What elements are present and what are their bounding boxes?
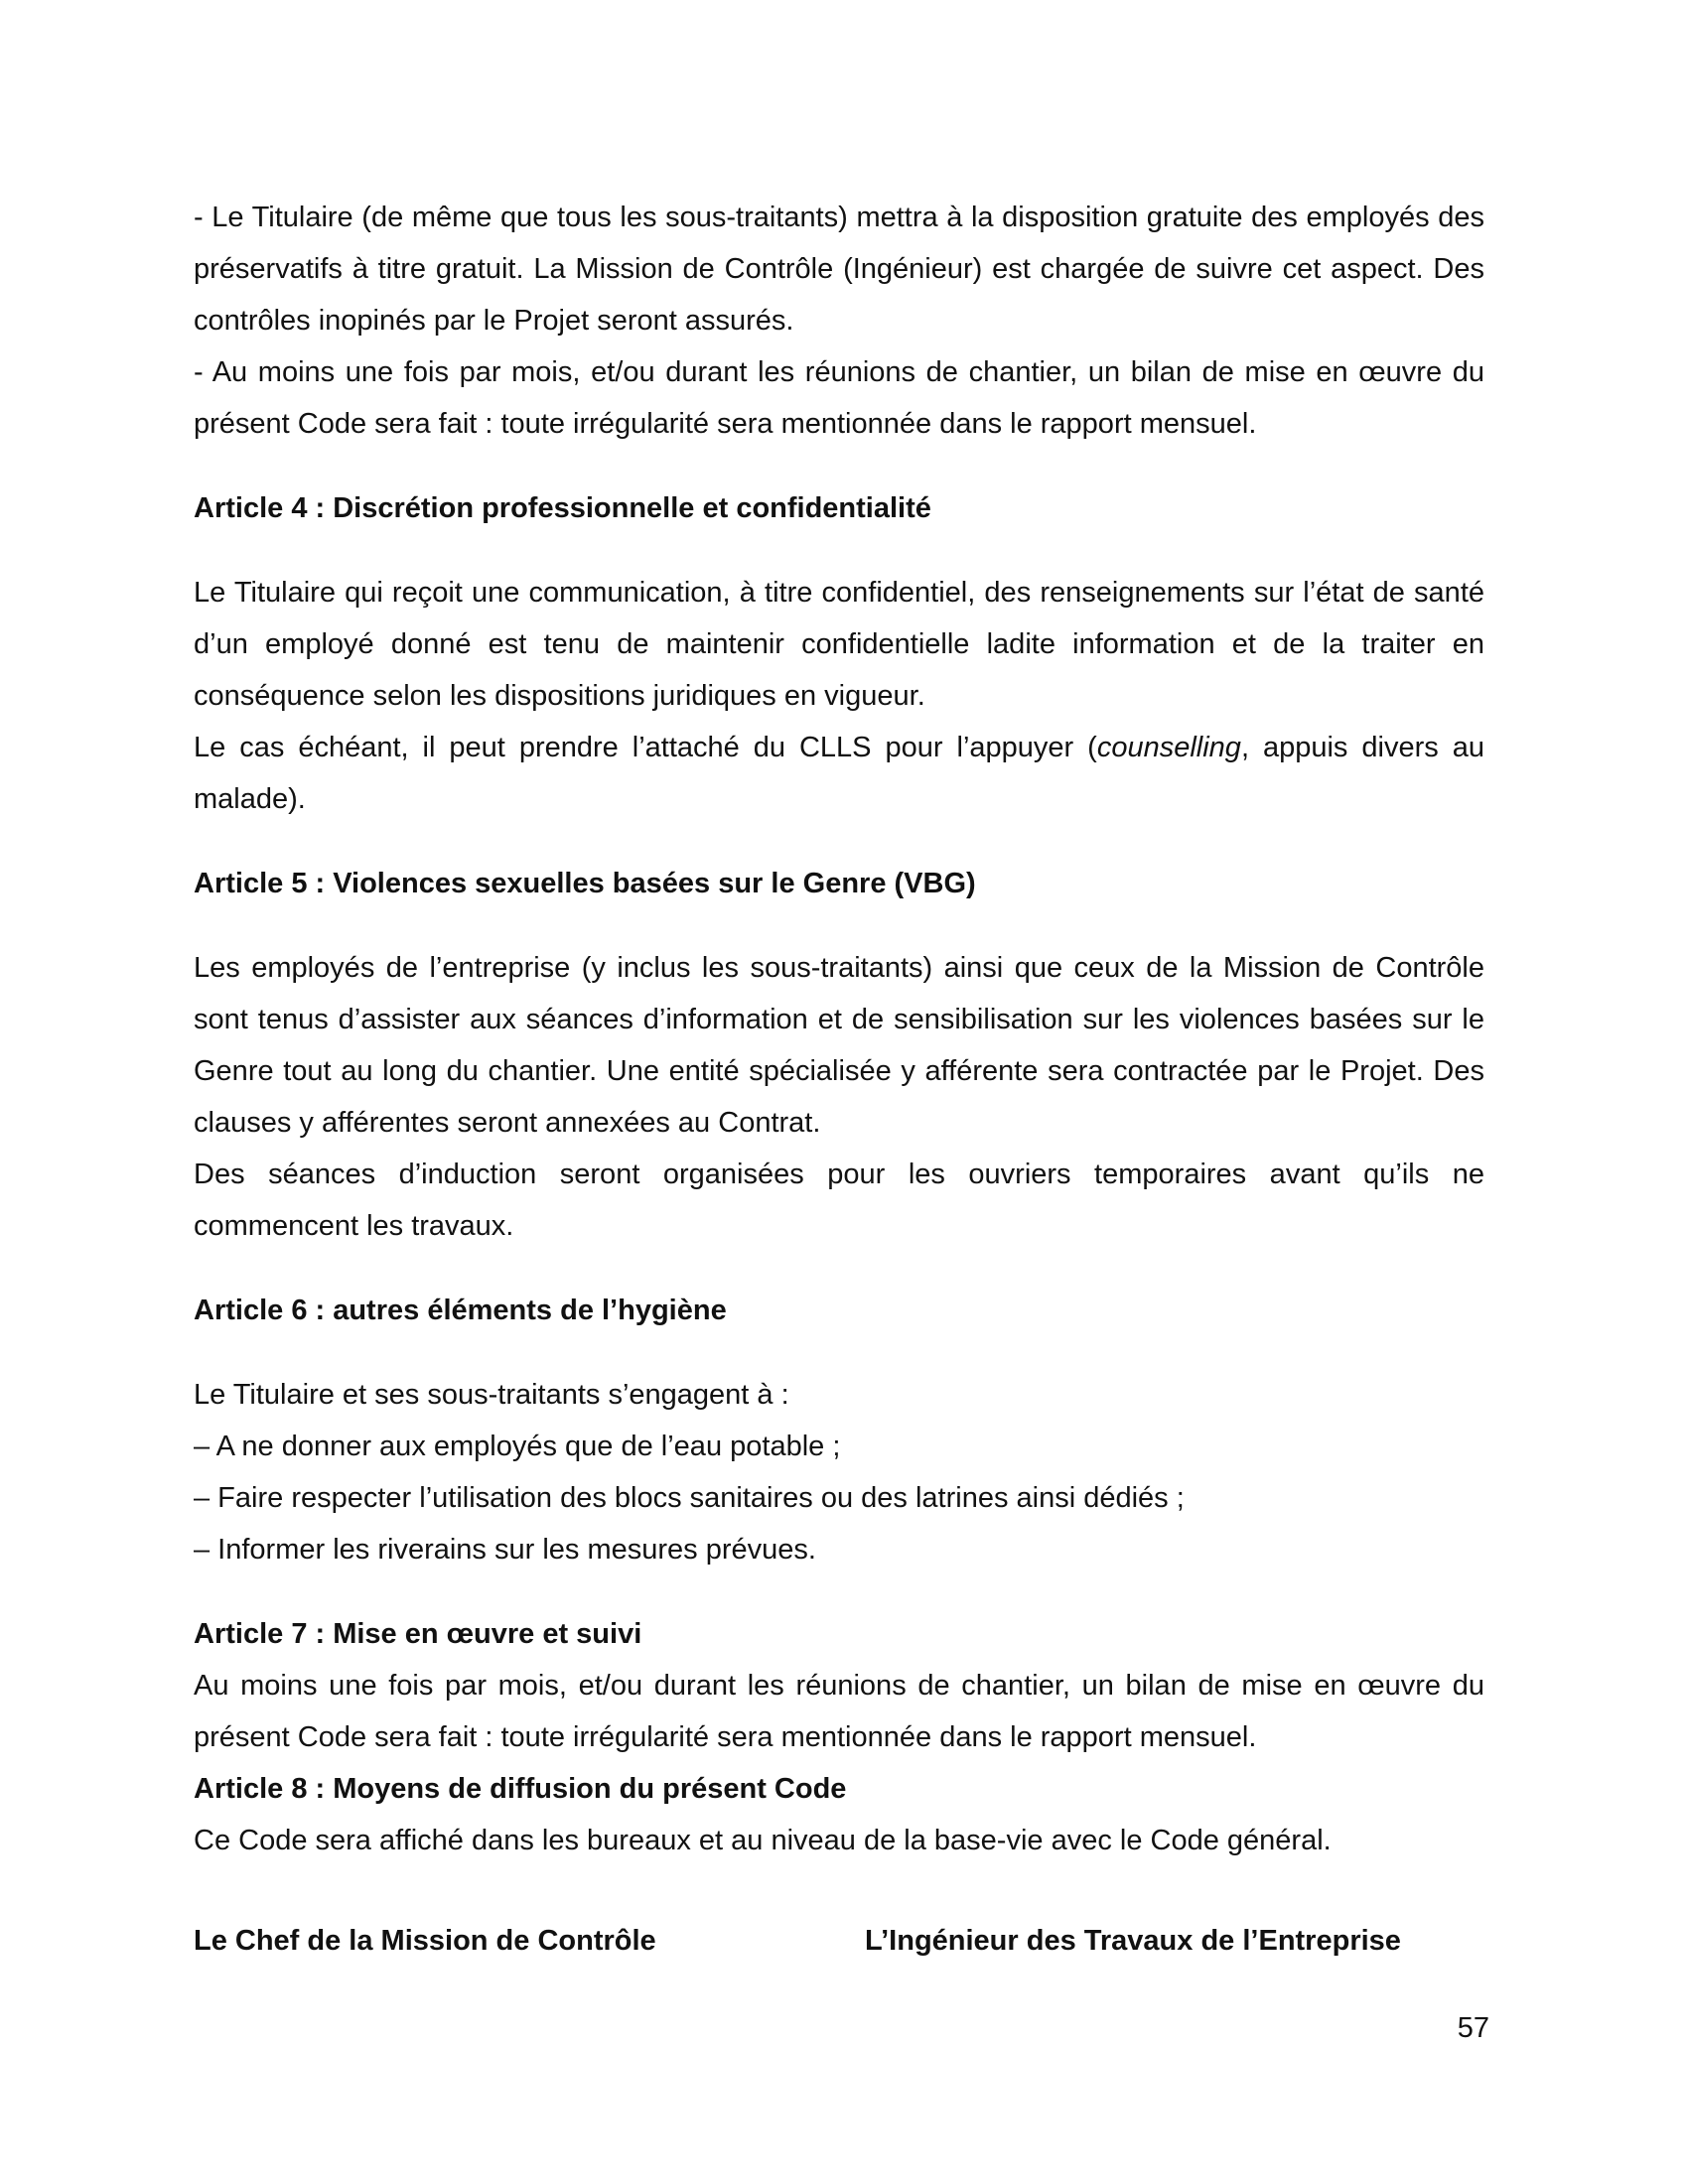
article-6-intro: Le Titulaire et ses sous-traitants s’engagent à : [194,1379,789,1411]
intro-paragraph-1: - Le Titulaire (de même que tous les sous-traitants) mettra à la disposition gratuite des employés des préservatifs à titre gratuit. La Mission de Contrôle (Ingénieur) est chargée de suivre cet aspect. Des contrôles inopinés par le Projet seront assurés. [194,202,1484,337]
document-page [194,192,1484,1866]
article-6-list-item: – Faire respecter l’utilisation des blocs sanitaires ou des latrines ainsi dédiés ; [194,1482,1185,1514]
article-7-paragraph: Au moins une fois par mois, et/ou durant les réunions de chantier, un bilan de mise en œuvre du présent Code sera fait : toute irrégularité sera mentionnée dans le rapport mensuel. [194,1670,1484,1753]
works-engineer-signature-label: L’Ingénieur des Travaux de l’Entreprise [865,1925,1401,1957]
article-4-paragraph-2-start: Le cas échéant, il peut prendre l’attaché du CLLS pour l’appuyer ( [194,732,1097,763]
mission-chief-signature-label: Le Chef de la Mission de Contrôle [194,1925,656,1957]
spacer [194,1575,1484,1608]
signature-block [194,1915,1484,1967]
article-5-paragraph-1: Les employés de l’entreprise (y inclus les sous-traitants) ainsi que ceux de la Mission de Contrôle sont tenus d’assister aux séances d’information et de sensibilisation sur les violences basées sur le Genre tout au long du chantier. Une entité spécialisée y afférente sera contractée par le Projet. Des clauses y afférentes seront annexées au Contrat. [194,952,1484,1139]
spacer [194,825,1484,858]
spacer [194,1252,1484,1285]
article-6-list-item: – Informer les riverains sur les mesures prévues. [194,1534,816,1566]
counselling-term: counselling [1096,732,1241,763]
spacer [194,450,1484,482]
intro-paragraph-2: - Au moins une fois par mois, et/ou durant les réunions de chantier, un bilan de mise en œuvre du présent Code sera fait : toute irrégularité sera mentionnée dans le rapport mensuel. [194,356,1484,440]
article-5-title: Article 5 : Violences sexuelles basées sur le Genre (VBG) [194,868,976,899]
article-4-paragraph-2 [194,722,1484,825]
spacer [194,909,1484,942]
article-8-title: Article 8 : Moyens de diffusion du présent Code [194,1773,847,1805]
article-6-list-item: – A ne donner aux employés que de l’eau potable ; [194,1431,841,1462]
article-6-title: Article 6 : autres éléments de l’hygiène [194,1295,727,1326]
article-4-title: Article 4 : Discrétion professionnelle et confidentialité [194,492,931,524]
spacer [194,1336,1484,1369]
spacer [194,534,1484,567]
article-5-paragraph-2: Des séances d’induction seront organisées pour les ouvriers temporaires avant qu’ils ne commencent les travaux. [194,1159,1484,1242]
article-8-paragraph: Ce Code sera affiché dans les bureaux et au niveau de la base-vie avec le Code général. [194,1825,1332,1856]
article-4-paragraph-1: Le Titulaire qui reçoit une communication, à titre confidentiel, des renseignements sur l’état de santé d’un employé donné est tenu de maintenir confidentielle ladite information et de la traiter en conséquence selon les dispositions juridiques en vigueur. [194,577,1484,712]
page-number: 57 [1457,2012,1489,2044]
article-7-title: Article 7 : Mise en œuvre et suivi [194,1618,642,1650]
article-4-paragraph-2-end: , appuis divers au malade). [194,732,1484,815]
